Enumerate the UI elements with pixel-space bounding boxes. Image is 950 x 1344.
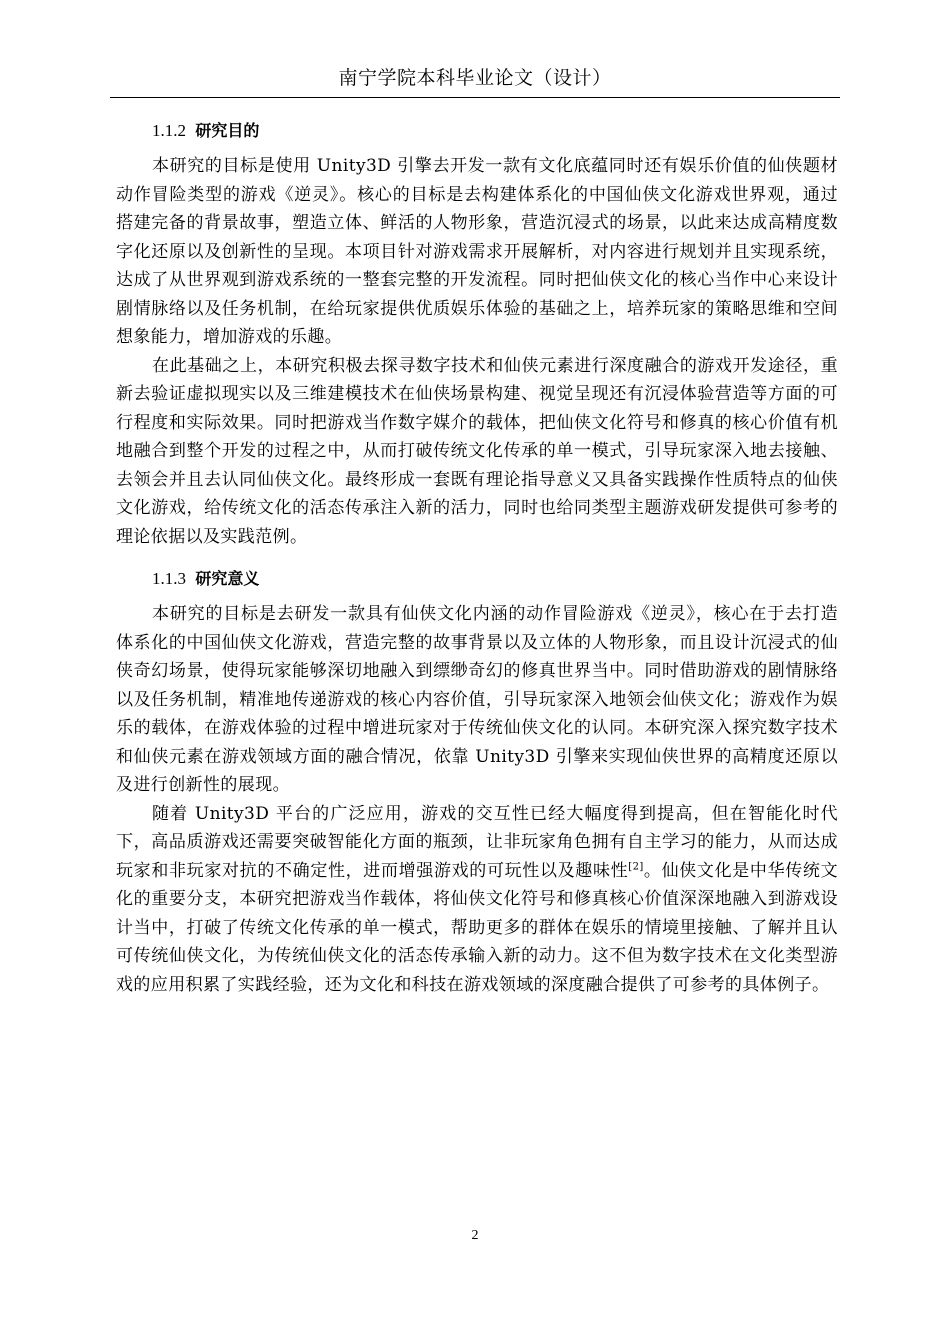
paragraph: 在此基础之上，本研究积极去探寻数字技术和仙侠元素进行深度融合的游戏开发途径，重新去验证虚拟现实以及三维建模技术在仙侠场景构建、视觉呈现还有沉浸体验营造等方面的可行程度和实际效果。同时把游戏当作数字媒介的载体，把仙侠文化符号和修真的核心价值有机地融合到整个开发的过程之中，从而打破传统文化传承的单一模式，引导玩家深入地去接触、去领会并且去认同仙侠文化。最终形成一套既有理论指导意义又具备实践操作性质特点的仙侠文化游戏，给传统文化的活态传承注入新的活力，同时也给同类型主题游戏研发提供可参考的理论依据以及实践范例。 — [116, 355, 838, 547]
section-number: 1.1.3 — [152, 569, 186, 588]
paragraph-text: 随着 Unity3D 平台的广泛应用，游戏的交互性已经大幅度得到提高，但在智能化时代下，高品质游戏还需要突破智能化方面的瓶颈，让非玩家角色拥有自主学习的能力，从而达成玩家和非玩家对抗的不确定性，进而增强游戏的可玩性以及趣味性 — [116, 803, 838, 881]
document-body — [116, 114, 838, 999]
section-number: 1.1.2 — [152, 121, 186, 140]
section-title: 研究意义 — [195, 569, 260, 588]
paragraph: 本研究的目标是使用 Unity3D 引擎去开发一款有文化底蕴同时还有娱乐价值的仙侠题材动作冒险类型的游戏《逆灵》。核心的目标是去构建体系化的中国仙侠文化游戏世界观，通过搭建完备的背景故事，塑造立体、鲜活的人物形象，营造沉浸式的场景，以此来达成高精度数字化还原以及创新性的呈现。本项目针对游戏需求开展解析，对内容进行规划并且实现系统，达成了从世界观到游戏系统的一整套完整的开发流程。同时把仙侠文化的核心当作中心来设计剧情脉络以及任务机制，在给玩家提供优质娱乐体验的基础之上，培养玩家的策略思维和空间想象能力，增加游戏的乐趣。 — [116, 156, 838, 347]
section-heading-research-significance — [116, 562, 838, 600]
section-heading-research-purpose — [116, 114, 838, 152]
header-divider — [110, 97, 840, 98]
paragraph: 本研究的目标是去研发一款具有仙侠文化内涵的动作冒险游戏《逆灵》，核心在于去打造体系化的中国仙侠文化游戏，营造完整的故事背景以及立体的人物形象，而且设计沉浸式的仙侠奇幻场景，使得玩家能够深切地融入到缥缈奇幻的修真世界当中。同时借助游戏的剧情脉络以及任务机制，精准地传递游戏的核心内容价值，引导玩家深入地领会仙侠文化；游戏作为娱乐的载体，在游戏体验的过程中增进玩家对于传统仙侠文化的认同。本研究深入探究数字技术和仙侠元素在游戏领域方面的融合情况，依靠 Unity3D 引擎来实现仙侠世界的高精度还原以及进行创新性的展现。 — [116, 604, 838, 795]
section-title: 研究目的 — [195, 121, 260, 140]
paragraph-text: 。仙侠文化是中华传统文化的重要分支，本研究把游戏当作载体，将仙侠文化符号和修真核心价值深深地融入到游戏设计当中，打破了传统文化传承的单一模式，帮助更多的群体在娱乐的情境里接触、了解并且认可传统仙侠文化，为传统仙侠文化的活态传承输入新的动力。这不但为数字技术在文化类型游戏的应用积累了实践经验，还为文化和科技在游戏领域的深度融合提供了可参考的具体例子。 — [116, 860, 838, 995]
page-number: 2 — [471, 1228, 479, 1243]
paragraph-with-citation — [116, 800, 838, 1000]
page-header-title: 南宁学院本科毕业论文（设计） — [338, 67, 612, 89]
citation-reference: [2] — [628, 860, 644, 872]
